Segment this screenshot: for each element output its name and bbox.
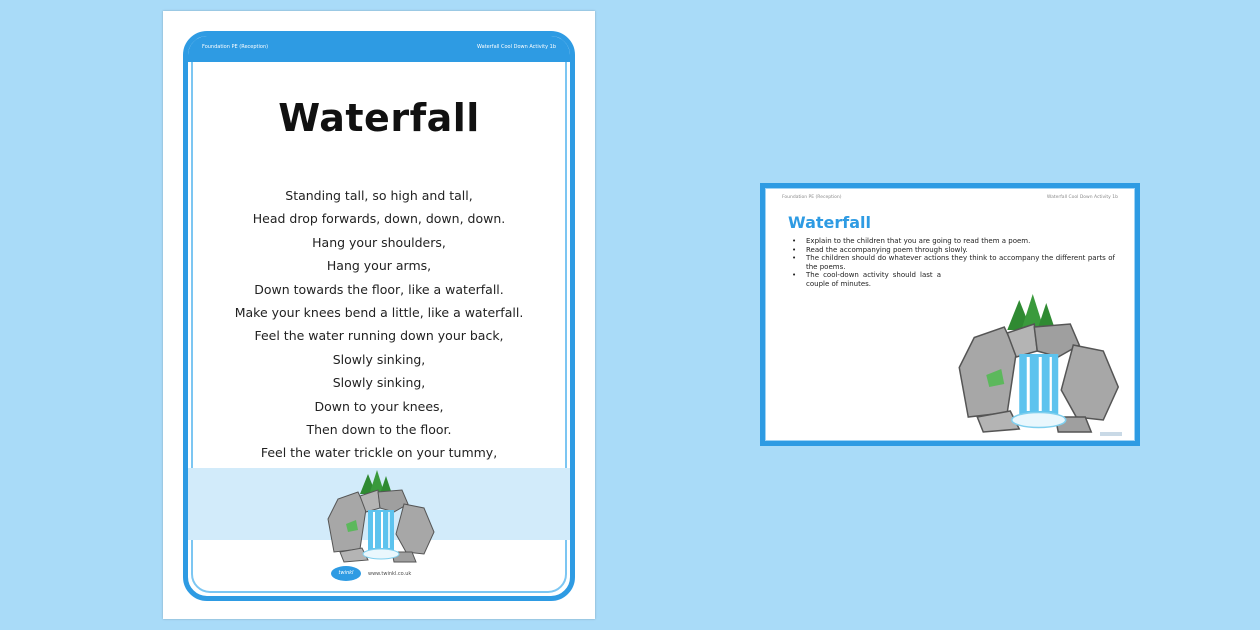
footer-url: www.twinkl.co.uk — [368, 571, 412, 577]
poem-sheet — [163, 11, 595, 619]
poem-line: Hang your arms, — [326, 258, 432, 274]
poem-line: Down towards the floor, like a waterfall. — [254, 281, 504, 297]
instruction-list — [790, 237, 1115, 288]
instruction-item: • Read the accompanying poem through slowly. — [790, 246, 1115, 255]
poem-line: Down to your knees, — [314, 398, 444, 414]
poem-line: Then down to the floor. — [306, 422, 452, 438]
poem-line: Standing tall, so high and tall, — [285, 188, 473, 203]
twinkl-logo: twinkl — [331, 566, 361, 581]
card-title: Waterfall — [788, 213, 871, 232]
poem-line: Hang your shoulders, — [312, 234, 446, 250]
poem-frame — [183, 31, 575, 601]
instruction-item: • Explain to the children that you are going to read them a poem. — [790, 237, 1115, 246]
waterfall-illustration — [320, 464, 445, 564]
waterfall-illustration — [946, 285, 1136, 435]
instruction-item: • The children should do whatever actions they think to accompany the different parts of the poems. — [790, 254, 1115, 271]
card-header-left: Foundation PE (Reception) — [782, 195, 842, 200]
card-header-right: Waterfall Cool Down Activity 1b — [1046, 195, 1118, 200]
instruction-item: • The cool-down activity should last a couple of minutes. — [790, 271, 941, 288]
poem-line: Feel the water trickle on your tummy, — [260, 445, 498, 461]
poem-line: Feel the water running down your back, — [254, 328, 504, 344]
poem-line: Slowly sinking, — [332, 351, 426, 367]
poem-line: Slowly sinking, — [332, 375, 426, 391]
water-icon — [363, 510, 399, 559]
card-footer-mark — [1100, 432, 1122, 436]
notes-card-inner — [765, 188, 1135, 441]
poem-lines — [188, 184, 570, 488]
poem-line: Make your knees bend a little, like a waterfall. — [234, 305, 524, 321]
poem-title: Waterfall — [278, 96, 480, 140]
poem-header-left: Foundation PE (Reception) — [202, 44, 269, 50]
poem-header-bar — [188, 36, 570, 62]
poem-line: Head drop forwards, down, down, down. — [252, 211, 506, 227]
poem-header-right: Waterfall Cool Down Activity 1b — [477, 44, 556, 50]
water-icon — [1012, 354, 1066, 428]
notes-card — [760, 183, 1140, 446]
